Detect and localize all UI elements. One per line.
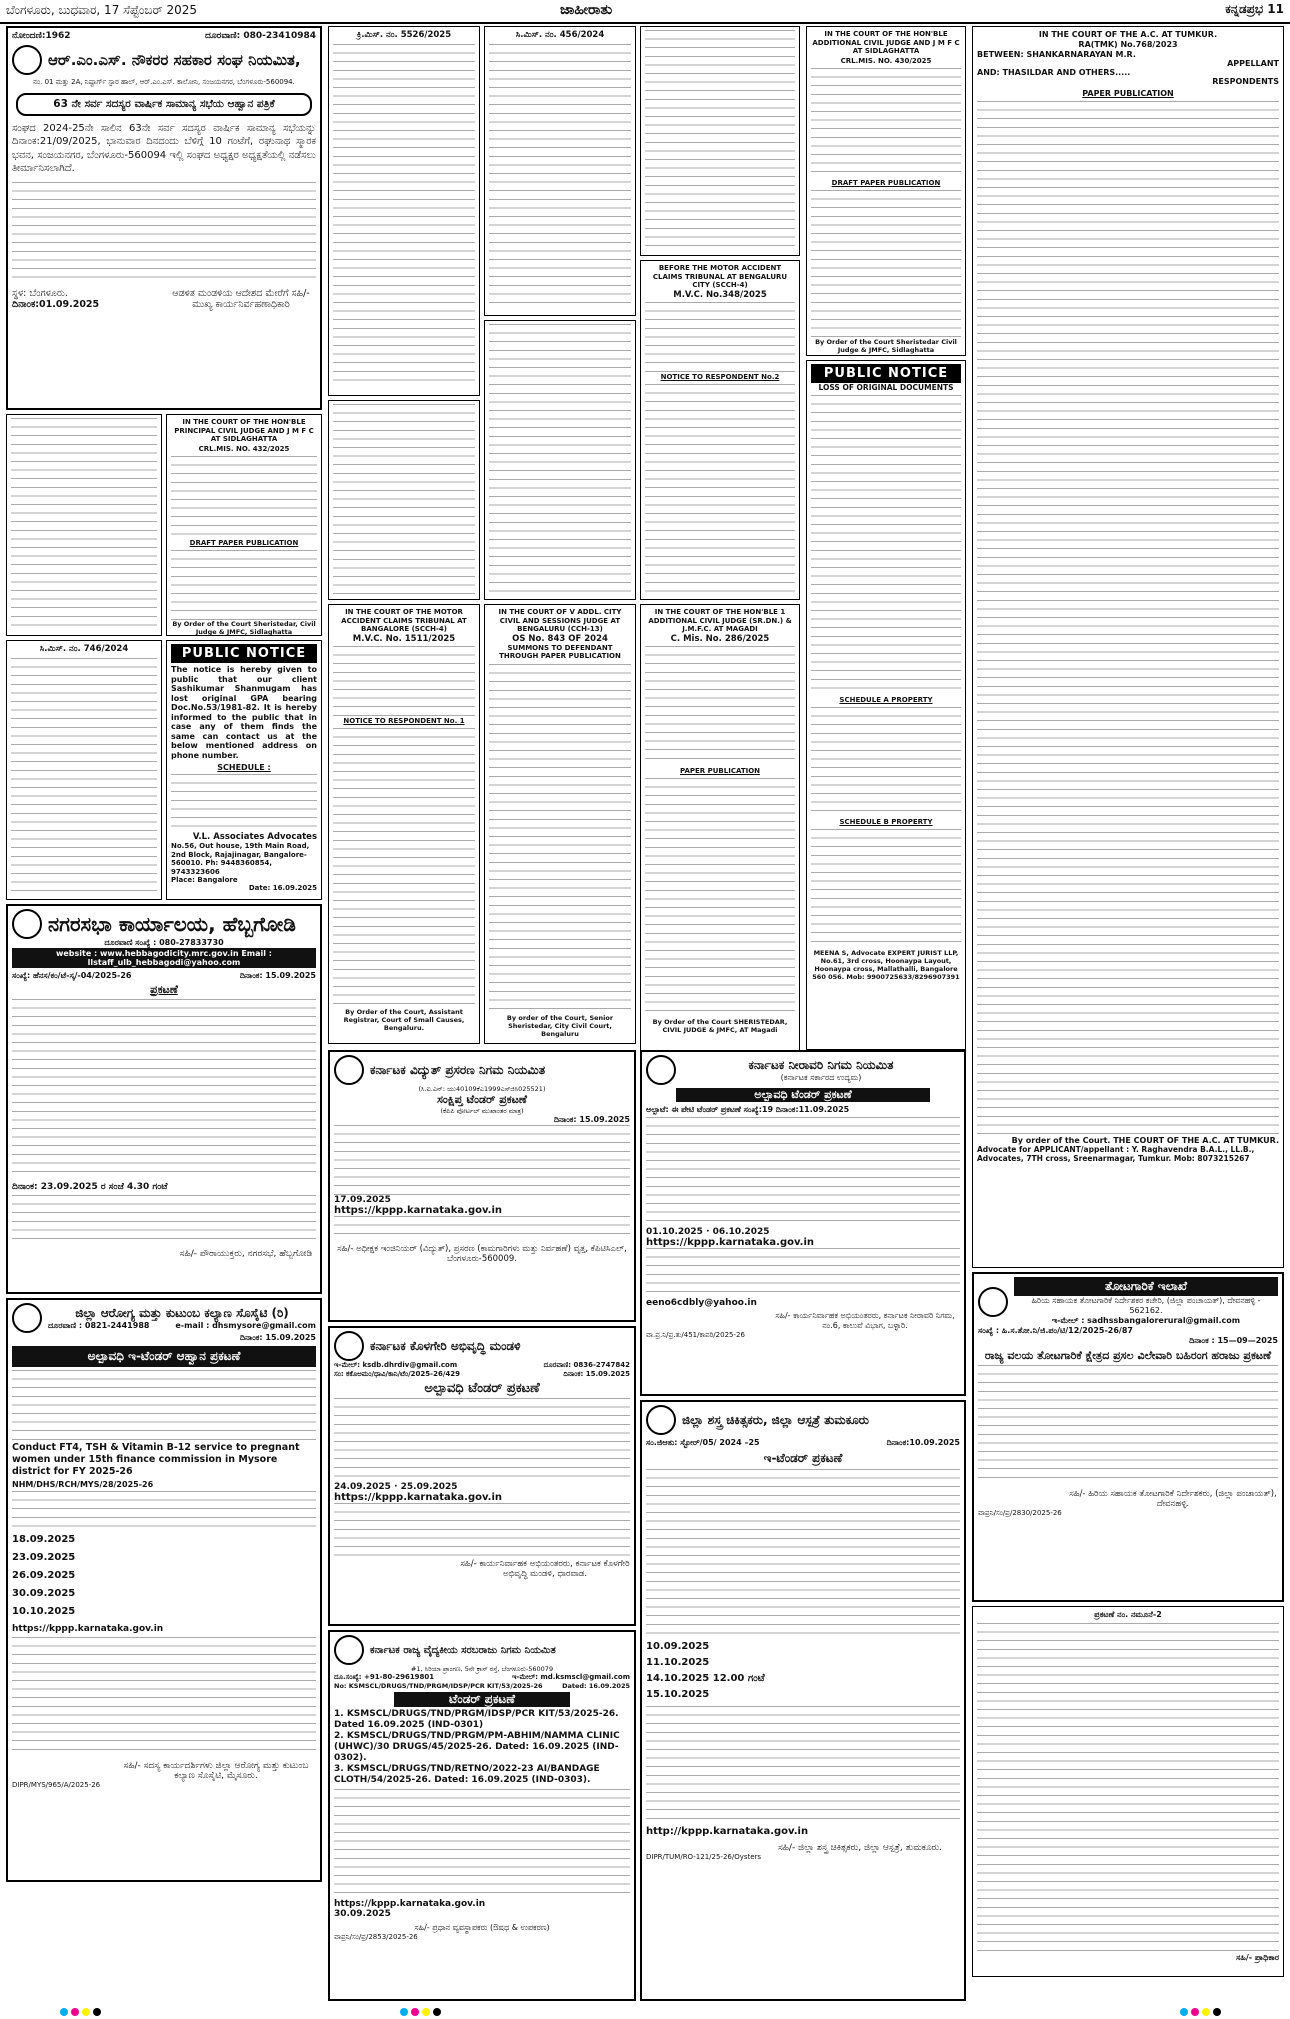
notice-heading: DRAFT PAPER PUBLICATION — [831, 178, 941, 187]
date-1: 10.09.2025 — [646, 1641, 710, 1652]
tender-heading: ಅಲ್ಪಾವಧಿ ಇ-ಟೆಂಡರ್ ಆಹ್ವಾನ ಪ್ರಕಟಣೆ — [12, 1346, 316, 1367]
dateline: ಬೆಂಗಳೂರು, ಬುಧವಾರ, 17 ಸೆಪ್ಟೆಂಬರ್ 2025 — [6, 3, 198, 17]
tender-subheading: (ಕೆಪಿಪಿ ಪೋರ್ಟಲ್ ಮುಖಾಂತರ ಮಾತ್ರ) — [440, 1107, 524, 1115]
case-number: CRL.MIS. NO. 432/2025 — [198, 444, 290, 453]
notice-date: ದಿನಾಂಕ : 15—09—2025 — [1189, 1336, 1278, 1345]
date-3: 26.09.2025 — [12, 1570, 76, 1581]
date-2: 23.09.2025 — [12, 1552, 76, 1563]
phone-line: ದೂರವಾಣಿ ಸಂಖ್ಯೆ : 080-27833730 — [104, 938, 224, 947]
page-section-title: ಜಾಹೀರಾತು — [560, 2, 613, 18]
court-signature: By Order of the Court, Assistant Registrar, Court of Small Causes, Bengaluru. — [343, 1007, 465, 1032]
appellant-label: APPELLANT — [1227, 59, 1279, 68]
mvc-number: M.V.C. No.348/2025 — [673, 289, 767, 300]
court-signature: By order of the Court, Senior Sheristedar, City Civil Court, Bengaluru — [506, 1013, 614, 1038]
society-address: ನಂ. 01 ಮತ್ತು 2A, ನಿಷ್ಟಾರ್ಗ್ ಸ್ಪಾರ ಹಾಲ್, ಆರ್.ಎಂ.ಎಸ್. ಕಾಲೋನಿ, ಸಂಜಯನಗರ, ಬೆಂಗಳೂರು-560094. — [33, 78, 295, 86]
time-1: 12.00 ಗಂಟೆ — [712, 1673, 765, 1684]
city-civil-court-summons — [484, 604, 636, 1044]
color-registration-marks-left — [60, 2008, 101, 2016]
date-1: 17.09.2025 — [334, 1195, 391, 1205]
ksdb-logo-icon — [334, 1331, 364, 1361]
case-number: ಕ್ರಿ.ಮಿಸ್. ನಂ. 5526/2025 — [356, 30, 452, 40]
footer-code: ವಾಪ್ರನಿ/ಸಂ/ಪ್ರ/2853/2025-26 — [334, 1933, 418, 1941]
society-title: ಆರ್.ಎಂ.ಎಸ್. ನೌಕರರ ಸಹಕಾರ ಸಂಘ ನಿಯಮಿತ, — [48, 51, 301, 69]
tender-heading: ಟೆಂಡರ್ ಪ್ರಕಟಣೆ — [394, 1692, 570, 1707]
portal-link[interactable]: https://kppp.karnataka.gov.in — [334, 1492, 503, 1503]
kannada-notice-3 — [484, 320, 636, 600]
schedule-b-heading: SCHEDULE B PROPERTY — [839, 818, 933, 826]
tumkur-hospital-tender — [640, 1400, 966, 2001]
color-registration-marks-right — [1180, 2008, 1221, 2016]
date-1: 24.09.2025 — [334, 1482, 391, 1492]
kannada-notice-2 — [328, 400, 480, 600]
magadi-court-notice — [640, 604, 800, 1054]
schedule-heading: SCHEDULE : — [217, 763, 271, 772]
footer-code: DIPR/TUM/RO-121/25-26/Oysters — [646, 1853, 762, 1861]
date-2: 11.10.2025 — [646, 1657, 710, 1668]
kannada-court-notice — [6, 414, 162, 636]
agm-body: ಸಂಘದ 2024-25ನೇ ಸಾಲಿನ 63ನೇ ಸರ್ವ ಸದಸ್ಯರ ವಾರ್ಷಿಕ ಸಾಮಾನ್ಯ ಸಭೆಯನ್ನು ದಿನಾಂಕ:21/09/2025, ಭಾನುವಾರ ದಿನದಂದು ಬೆಳಿಗ್ಗೆ 10 ಗಂಟೆಗೆ, ರಘುನಾಥ ಸ್ಮಾರಕ ಭವನ, ಸಂಜಯನಗರ, ಬೆಂಗಳೂರು-560094 ಇಲ್ಲಿ ಸಂಘದ ಅಧ್ಯಕ್ಷರ ಅಧ್ಯಕ್ಷತೆಯಲ್ಲಿ ನಡೆಸಲು ತೀರ್ಮಾನಿಸಲಾಗಿದೆ. — [12, 122, 316, 175]
portal-link[interactable]: https://kppp.karnataka.gov.in — [646, 1237, 815, 1248]
date-4: 30.09.2025 — [12, 1588, 76, 1599]
address: #1, ಸಿರಿಯಾ ಪ್ರಾಂಗಣ, 5ನೇ ಕ್ರಾಸ್ ರಸ್ತೆ, ಬೆಂಗಳೂರು-560079 — [410, 1665, 554, 1673]
os-number: OS No. 843 OF 2024 — [512, 633, 608, 644]
notice-heading: NOTICE TO RESPONDENT No.2 — [660, 372, 780, 381]
signature: ಸಹಿ/- ಹಿರಿಯ ಸಹಾಯಕ ತೋಟಗಾರಿಕೆ ನಿರ್ದೇಶಕರು, (ಜಿಲ್ಲಾ ಪಂಚಾಯತ್), ದೇವನಹಳ್ಳಿ. — [1069, 1489, 1277, 1509]
criminal-misc-notice — [328, 26, 480, 396]
notice-date: ದಿನಾಂಕ: 15.09.2025 — [239, 1333, 316, 1342]
signature: ಆಡಳಿತ ಮಂಡಳಿಯ ಆದೇಶದ ಮೇರೆಗೆ ಸಹಿ/- ಮುಖ್ಯ ಕಾರ್ಯನಿರ್ವಹಣಾಧಿಕಾರಿ — [172, 287, 310, 310]
reference-number: ಸಂಖ್ಯೆ : ಹಿ.ಸ.ತೋ.ನಿ/ಜಿ.ಪಂ/ಟಿ/12/2025-26/87 — [978, 1326, 1133, 1335]
advocate-details: Advocate for APPLICANT/appellant : Y. Raghavendra B.A.L., LL.B., Advocates, 7TH cross, Sreenarmagar, Tumkur. Mob: 8073215267 — [977, 1145, 1255, 1163]
footer-code: DIPR/MYS/965/A/2025-26 — [12, 1781, 101, 1789]
date-3: 14.10.2025 — [646, 1673, 710, 1684]
parties-and: AND: THASILDAR AND OTHERS..... — [977, 68, 1131, 77]
court-title: IN THE COURT OF V ADDL. CITY CIVIL AND SESSIONS JUDGE AT BENGALURU (CCH-13) — [498, 608, 622, 633]
tender-heading: ಇ-ಟೆಂಡರ್ ಪ್ರಕಟಣೆ — [763, 1451, 843, 1465]
notice-body: The notice is hereby given to public that our client Sashikumar Shanmugam has lost original GPA bearing Doc.No.53/1981-82. It is hereby informed to the public that in case any of them finds the same can contact us at the below mentioned address on phone number. — [171, 665, 317, 760]
color-registration-marks-center — [400, 2008, 441, 2016]
portal-link[interactable]: https://kppp.karnataka.gov.in — [12, 1624, 164, 1634]
newspaper-name: ಕನ್ನಡಪ್ರಭ 11 — [1225, 2, 1284, 16]
signature: ಸಹಿ/- ಪ್ರಾಧಿಕಾರ — [1236, 1953, 1279, 1962]
respondents-label: RESPONDENTS — [1212, 77, 1279, 86]
rms-society-ad — [6, 26, 322, 410]
footer-code: ವಾಪ್ರನಿ/ಸಂ/ಪ್ರ/2830/2025-26 — [978, 1509, 1062, 1517]
date-1: 01.10.2025 — [646, 1227, 703, 1237]
court-signature: By Order of the Court Sheristedar, Civil Judge & JMFC, Sidlaghatta — [172, 619, 316, 636]
court-title: IN THE COURT OF THE HON'BLE ADDITIONAL CIVIL JUDGE AND J M F C AT SIDLAGHATTA — [812, 30, 960, 55]
notice-date: ದಿನಾಂಕ: 15.09.2025 — [563, 1370, 630, 1378]
signature: ಸಹಿ/- ಪ್ರಧಾನ ವ್ಯವಸ್ಥಾಪಕರು (ಔಷಧ & ಉಪಕರಣ) — [414, 1923, 550, 1932]
case-number: ಸಿ.ಮಿಸ್. ನಂ. 456/2024 — [515, 30, 605, 40]
web-email-line: website : www.hebbagodicity.mrc.gov.in Email : llstaff_ulb_hebbagodi@yahoo.com — [12, 948, 316, 968]
signature: ಸಹಿ/- ಜಿಲ್ಲಾ ಶಸ್ತ್ರ ಚಿಕಿತ್ಸಕರು, ಜಿಲ್ಲಾ ಆಸ್ಪತ್ರೆ, ತುಮಕೂರು. — [777, 1843, 943, 1853]
horticulture-auction — [972, 1272, 1284, 1602]
kmscl-title: ಕರ್ನಾಟಕ ರಾಜ್ಯ ವೈದ್ಯಕೀಯ ಸರಬರಾಜು ನಿಗಮ ನಿಯಮಿತ — [370, 1644, 556, 1656]
paper-publication-heading: PAPER PUBLICATION — [679, 766, 761, 775]
email-address: ಇ-ಮೇಲ್: ksdb.dhrdiv@gmail.com — [334, 1361, 458, 1369]
ksdb-title: ಕರ್ನಾಟಕ ಕೊಳಗೇರಿ ಅಭಿವೃದ್ಧಿ ಮಂಡಳಿ — [370, 1338, 521, 1353]
case-number: CRL.MIS. NO. 430/2025 — [840, 56, 932, 65]
date-1: 30.09.2025 — [334, 1909, 391, 1919]
email-address: e-mail : dhsmysore@gmail.com — [175, 1320, 316, 1330]
notice-heading: ಪ್ರಕಟಣೆ — [150, 982, 178, 996]
place: Place: Bangalore — [171, 876, 238, 884]
society-logo-icon — [12, 45, 42, 75]
reference-number: ಸಂ: ಕಕೊಅಮಂ/ಧಾವಿ/ಕಾನಿ/ಟೆಂ/2025-26/429 — [334, 1370, 460, 1378]
office-address: ಹಿರಿಯ ಸಹಾಯಕ ತೋಟಗಾರಿಕೆ ನಿರ್ದೇಶಕರ ಕಚೇರಿ, (ಜಿಲ್ಲಾ ಪಂಚಾಯತ್), ದೇವನಹಳ್ಳಿ - 562162. — [1031, 1296, 1261, 1315]
irrigation-title: ಕರ್ನಾಟಕ ನೀರಾವರಿ ನಿಗಮ ನಿಯಮಿತ — [748, 1057, 894, 1072]
date-2: 06.10.2025 — [712, 1227, 770, 1237]
reference-number: No: KSMSCL/DRUGS/TND/PRGM/IDSP/PCR KIT/53/2025-26 — [334, 1682, 543, 1690]
mact-notice — [328, 604, 480, 1044]
masthead — [0, 0, 1290, 24]
public-notice-gpa — [166, 640, 322, 900]
court-signature: By order of the Court. THE COURT OF THE A.C. AT TUMKUR. — [1011, 1136, 1279, 1145]
tender-item-2: KSMSCL/DRUGS/TND/PRGM/PM-ABHIM/NAMMA CLINIC (UHWC)/30 DRUGS/45/2025-26. Dated: 16.09.2025 (IND-0302). — [334, 1731, 620, 1763]
date-4: 15.10.2025 — [646, 1689, 710, 1700]
advocate-name: V.L. Associates Advocates — [192, 832, 317, 842]
civil-misc-notice-2 — [484, 26, 636, 316]
reg-number: ನೋಂದಣಿ:1962 — [12, 31, 71, 41]
schedule-a-heading: SCHEDULE A PROPERTY — [839, 696, 933, 704]
misc-number: C. Mis. No. 286/2025 — [670, 633, 770, 644]
irrigation-tender: ಕರ್ನಾಟಕ ನೀರಾವರಿ ನಿಗಮ ನಿಯಮಿತ (ಕರ್ನಾಟಕ ಸರ್ಕಾರದ ಉದ್ಯಮ) ಅಲ್ಪಾವಧಿ ಟೆಂಡರ್ ಪ್ರಕಟಣೆ ಅಲ್ಪಾಟೆ: ಈ ಪೇಟಿ ಟೆಂಡರ್ ಪ್ರಕಟಣೆ ಸಂಖ್ಯೆ:19 ದಿನಾಂಕ:11.09.2025 01.10.2025 · 06.10.2025 https://kppp.karnataka.gov.in eeno6cdbly@yahoo.in ಸಹಿ/- ಕಾರ್ಯನಿರ್ವಾಹಕ ಅಭಿಯಂತರರು, ಕರ್ನಾಟಕ ನೀರಾವರಿ ನಿಗಮ, ನಂ.6, ಕಾಲುವೆ ವಿಭಾಗ, ಬಳ್ಳಾರಿ. ವಾ.ಪ್ರ.ನಿ/ಪ್ರ.ತು/451/ಕಾಪರಿ/2025-26 — [640, 1050, 966, 1396]
advocate-details: MEENA S, Advocate EXPERT JURIST LLP, No.61, 3rd cross, Hoonaypa Layout, Hoonaypa cross, Mallathalli, Bangalore 560 056. Mob: 9900725633/8296907391 — [812, 949, 960, 981]
mvc-number: M.V.C. No. 1511/2025 — [352, 633, 456, 644]
kmscl-logo-icon — [334, 1635, 364, 1665]
hospital-title: ಜಿಲ್ಲಾ ಶಸ್ತ್ರ ಚಿಕಿತ್ಸಕರು, ಜಿಲ್ಲಾ ಆಸ್ಪತ್ರೆ ತುಮಕೂರು — [682, 1412, 869, 1427]
court-title: IN THE COURT OF THE HON'BLE 1 ADDITIONAL CIVIL JUDGE (SR.DN.) & J.M.F.C. AT MAGADI — [648, 608, 792, 633]
knnl-logo-icon — [646, 1055, 676, 1085]
case-number: RA(TMK) No.768/2023 — [1078, 40, 1178, 49]
reference-number: ಸಂ.ಜಿಆತು: ಸ್ಟೋರ್/05/ 2024 –25 — [646, 1438, 760, 1447]
court-signature: By Order of the Court Sheristedar Civil Judge & JMFC, Sidlaghatta — [815, 337, 957, 354]
civil-misc-notice — [6, 640, 162, 900]
notice-subtitle: LOSS OF ORIGINAL DOCUMENTS — [818, 383, 954, 392]
notice-heading: NOTICE TO RESPONDENT No. 1 — [343, 716, 465, 725]
cin: (ಸಿ.ಐ.ಎನ್: ಯು40109ಕೆಎ1999ಎಸ್‌ಜಿಸಿ025521) — [418, 1085, 546, 1093]
advocate-address: No.56, Out house, 19th Main Road, 2nd Block, Rajajinagar, Bangalore-560010. Ph: 9448360854, 9743323606 — [171, 842, 310, 876]
footer-code: ವಾ.ಪ್ರ.ನಿ/ಪ್ರ.ತು/451/ಕಾಪರಿ/2025-26 — [646, 1331, 745, 1339]
date: ದಿನಾಂಕ:01.09.2025 — [12, 298, 100, 310]
date-1: 18.09.2025 — [12, 1534, 76, 1545]
mysore-health-tender — [6, 1298, 322, 1882]
kptcl-logo-icon — [334, 1055, 364, 1085]
public-notice-title: PUBLIC NOTICE — [171, 644, 317, 663]
tender-heading: ಅಲ್ಪಾವಧಿ ಟೆಂಡರ್ ಪ್ರಕಟಣೆ — [424, 1381, 540, 1396]
case-number: ಸಿ.ಮಿಸ್. ನಂ. 746/2024 — [39, 644, 129, 654]
date-5: 10.10.2025 — [12, 1606, 76, 1617]
notice-date: Dated: 16.09.2025 — [562, 1682, 630, 1690]
court-signature: By Order of the Court SHERISTEDAR, CIVIL JUDGE & JMFC, AT Magadi — [652, 1017, 788, 1034]
slum-board-tender: ಕರ್ನಾಟಕ ಕೊಳಗೇರಿ ಅಭಿವೃದ್ಧಿ ಮಂಡಳಿ ಇ-ಮೇಲ್: ksdb.dhrdiv@gmail.com ದೂರವಾಣಿ: 0836-2747842 ಸಂ: ಕಕೊಅಮಂ/ಧಾವಿ/ಕಾನಿ/ಟೆಂ/2025-26/429 ದಿನಾಂಕ: 15.09.2025 ಅಲ್ಪಾವಧಿ ಟೆಂಡರ್ ಪ್ರಕಟಣೆ 24.09.2025 · 25.09.2025 https://kppp.karnataka.gov.in ಸಹಿ/- ಕಾರ್ಯನಿರ್ವಾಹಕ ಅಭಿಯಂತರರು, ಕರ್ನಾಟಕ ಕೊಳಗೇರಿ ಅಭಿವೃದ್ಧಿ ಮಂಡಳಿ, ಧಾರವಾಡ. — [328, 1326, 636, 1626]
paper-publication-heading: PAPER PUBLICATION — [1082, 89, 1174, 98]
phone-number: ದೂರವಾಣಿ: 0836-2747842 — [543, 1361, 630, 1369]
place: ಸ್ಥಳ: ಬೆಂಗಳೂರು. — [12, 287, 68, 299]
notice-date: ದಿನಾಂಕ: 15.09.2025 — [239, 970, 316, 980]
signature: ಸಹಿ/- ಪೌರಾಯುಕ್ತರು, ನಗರಸಭೆ, ಹೆಬ್ಬಗೋಡಿ — [179, 1248, 313, 1259]
karnataka-emblem-icon — [646, 1405, 676, 1435]
tender-ref: NHM/DHS/RCH/MYS/28/2025-26 — [12, 1480, 154, 1489]
sidlaghatta-court-notice — [166, 414, 322, 636]
portal-link[interactable]: http://kppp.karnataka.gov.in — [646, 1826, 809, 1837]
agm-banner: 63 ನೇ ಸರ್ವ ಸದಸ್ಯರ ವಾರ್ಷಿಕ ಸಾಮಾನ್ಯ ಸಭೆಯ ಆಹ್ವಾನ ಪತ್ರಿಕೆ — [16, 93, 312, 116]
form-title: ಪ್ರಕಟಣೆ ನಂ. ನಮೂನೆ-2 — [1094, 1610, 1162, 1619]
tender-heading: ಸಂಕ್ಷಿಪ್ತ ಟೆಂಡರ್ ಪ್ರಕಟಣೆ — [437, 1093, 527, 1106]
loss-of-documents-notice — [806, 360, 966, 1050]
portal-link[interactable]: https://kppp.karnataka.gov.in — [334, 1205, 503, 1216]
column-1 — [6, 26, 322, 2001]
form-2-notice — [972, 1606, 1284, 1977]
tender-item-1: KSMSCL/DRUGS/TND/PRGM/IDSP/PCR KIT/53/2025-26. Dated 16.09.2025 (IND-0301) — [334, 1709, 619, 1730]
government-seal-icon — [12, 1303, 42, 1333]
date-2: 25.09.2025 — [400, 1482, 458, 1492]
ac-tumkur-court-notice — [972, 26, 1284, 1268]
tender-item-3: KSMSCL/DRUGS/TND/RETNO/2022-23 AI/BANDAGE CLOTH/54/2025-26. Dated: 16.09.2025 (IND-0303). — [334, 1764, 600, 1785]
phone-number: ದೂರವಾಣಿ : 0821-2441988 — [48, 1320, 150, 1330]
karnataka-emblem-icon — [978, 1287, 1008, 1317]
email-address: ಇ-ಮೇಲ್ : sadhssbangalorerural@gmail.com — [1051, 1316, 1241, 1325]
municipal-emblem-icon — [12, 909, 42, 939]
society-title: ಜಿಲ್ಲಾ ಆರೋಗ್ಯ ಮತ್ತು ಕುಟುಂಬ ಕಲ್ಯಾಣ ಸೊಸೈಟಿ (ರಿ) — [75, 1305, 289, 1320]
parties-between: BETWEEN: SHANKARNARAYAN M.R. — [977, 50, 1136, 59]
tender-ref: ಅಲ್ಪಾಟೆ: ಈ ಪೇಟಿ ಟೆಂಡರ್ ಪ್ರಕಟಣೆ ಸಂಖ್ಯೆ:19 ದಿನಾಂಕ:11.09.2025 — [646, 1105, 850, 1114]
kmscl-tender: ಕರ್ನಾಟಕ ರಾಜ್ಯ ವೈದ್ಯಕೀಯ ಸರಬರಾಜು ನಿಗಮ ನಿಯಮಿತ #1, ಸಿರಿಯಾ ಪ್ರಾಂಗಣ, 5ನೇ ಕ್ರಾಸ್ ರಸ್ತೆ, ಬೆಂಗಳೂರು-560079 ದೂ.ಸಂಖ್ಯೆ: +91-80-29619801 ಇ-ಮೇಲ್: md.ksmscl@gmail.com No: KSMSCL/DRUGS/TND/PRGM/IDSP/PCR KIT/53/2025-26 Dated: 16.09.2025 ಟೆಂಡರ್ ಪ್ರಕಟಣೆ 1. KSMSCL/DRUGS/TND/PRGM/IDSP/PCR KIT/53/2025-26. Dated 16.09.2025 (IND-0301) 2. KSMSCL/DRUGS/TND/PRGM/PM-ABHIM/NAMMA CLINIC (UHWC)/30 DRUGS/45/2025-26. Dated: 16.09.2025 (IND-0302). 3. KSMSCL/DRUGS/TND/RETNO/2022-23 AI/BANDAGE CLOTH/54/2025-26. Dated: 16.09.2025 (IND-0303). https://kppp.karnataka.gov.in 30.09.2025 ಸಹಿ/- ಪ್ರಧಾನ ವ್ಯವಸ್ಥಾಪಕರು (ಔಷಧ & ಉಪಕರಣ) ವಾಪ್ರನಿ/ಸಂ/ಪ್ರ/2853/2025-26 — [328, 1630, 636, 2001]
kptcl-tender — [328, 1050, 636, 1322]
portal-link[interactable]: https://kppp.karnataka.gov.in — [334, 1899, 486, 1909]
municipal-title: ನಗರಸಭಾ ಕಾರ್ಯಾಲಯ, ಹೆಬ್ಬಗೋಡಿ — [48, 912, 296, 936]
court-title: IN THE COURT OF THE A.C. AT TUMKUR. — [1038, 30, 1218, 39]
date: Date: 16.09.2025 — [248, 884, 317, 892]
phone-number: ದೂರವಾಣಿ: 080-23410984 — [205, 31, 316, 41]
reference-number: ಸಂಖ್ಯೆ: ಹೆನಸ/ಕಂ/ಟೆ-ಸ್ಕ/-04/2025-26 — [12, 970, 132, 980]
tender-service-description: Conduct FT4, TSH & Vitamin B-12 service to pregnant women under 15th finance commission in Mysore district for FY 2025-26 — [12, 1442, 300, 1477]
irrigation-subtitle: (ಕರ್ನಾಟಕ ಸರ್ಕಾರದ ಉದ್ಯಮ) — [780, 1072, 862, 1082]
department-title: ತೋಟಗಾರಿಕೆ ಇಲಾಖೆ — [1014, 1277, 1278, 1296]
signature: ಸಹಿ/- ಕಾರ್ಯನಿರ್ವಾಹಕ ಅಭಿಯಂತರರು, ಕರ್ನಾಟಕ ನೀರಾವರಿ ನಿಗಮ, ನಂ.6, ಕಾಲುವೆ ವಿಭಾಗ, ಬಳ್ಳಾರಿ. — [775, 1311, 955, 1330]
notice-date: ದಿನಾಂಕ: 15.09.2025 — [553, 1115, 630, 1124]
deadline: ದಿನಾಂಕ: 23.09.2025 ರ ಸಂಜೆ 4.30 ಗಂಟೆ — [12, 1181, 168, 1192]
court-title: BEFORE THE MOTOR ACCIDENT CLAIMS TRIBUNAL AT BENGALURU CITY (SCCH-4) — [652, 264, 788, 289]
tender-heading: ಅಲ್ಪಾವಧಿ ಟೆಂಡರ್ ಪ್ರಕಟಣೆ — [676, 1088, 930, 1102]
notice-heading: DRAFT PAPER PUBLICATION — [189, 538, 299, 547]
mact-bengaluru-notice — [640, 260, 800, 600]
court-title: IN THE COURT OF THE HON'BLE PRINCIPAL CIVIL JUDGE AND J M F C AT SIDLAGHATTA — [174, 418, 314, 443]
signature: ಸಹಿ/- ಸದಸ್ಯ ಕಾರ್ಯದರ್ಶಿಗಳು ಜಿಲ್ಲಾ ಆರೋಗ್ಯ ಮತ್ತು ಕುಟುಂಬ ಕಲ್ಯಾಣ ಸೊಸೈಟಿ, ಮೈಸೂರು. — [123, 1761, 309, 1781]
phone-number: ದೂ.ಸಂಖ್ಯೆ: +91-80-29619801 — [334, 1673, 435, 1681]
kannada-notice-4 — [640, 26, 800, 256]
summons-heading: SUMMONS TO DEFENDANT THROUGH PAPER PUBLICATION — [499, 643, 621, 660]
kptcl-title: ಕರ್ನಾಟಕ ವಿದ್ಯುತ್ ಪ್ರಸರಣ ನಿಗಮ ನಿಯಮಿತ — [370, 1062, 546, 1077]
signature: ಸಹಿ/- ಅಧೀಕ್ಷಕ ಇಂಜಿನಿಯರ್ (ವಿದ್ಯುತ್), ಪ್ರಸರಣ (ಕಾಮಗಾರಿಗಳು ಮತ್ತು ನಿರ್ವಹಣೆ) ವೃತ್ತ, ಕೆಪಿಟಿಸಿಎಲ್, ಬೆಂಗಳೂರು-560009. — [337, 1244, 627, 1264]
notice-date: ದಿನಾಂಕ:10.09.2025 — [886, 1438, 960, 1447]
email-address: ಇ-ಮೇಲ್: md.ksmscl@gmail.com — [512, 1673, 630, 1681]
email-address[interactable]: eeno6cdbly@yahoo.in — [646, 1298, 757, 1308]
court-title: IN THE COURT OF THE MOTOR ACCIDENT CLAIMS TRIBUNAL AT BANGALORE (SCCH-4) — [341, 608, 467, 633]
column-6 — [972, 26, 1284, 2001]
hebbagodi-municipal-ad — [6, 904, 322, 1294]
signature: ಸಹಿ/- ಕಾರ್ಯನಿರ್ವಾಹಕ ಅಭಿಯಂತರರು, ಕರ್ನಾಟಕ ಕೊಳಗೇರಿ ಅಭಿವೃದ್ಧಿ ಮಂಡಳಿ, ಧಾರವಾಡ. — [460, 1559, 630, 1579]
public-notice-title: PUBLIC NOTICE — [811, 364, 961, 383]
auction-heading: ರಾಜ್ಯ ವಲಯ ತೋಟಗಾರಿಕೆ ಕ್ಷೇತ್ರದ ಪ್ರಸಲ ವಿಲೇವಾರಿ ಬಹಿರಂಗ ಹರಾಜು ಪ್ರಕಟಣೆ — [984, 1349, 1272, 1362]
sidlaghatta-court-notice-2 — [806, 26, 966, 356]
